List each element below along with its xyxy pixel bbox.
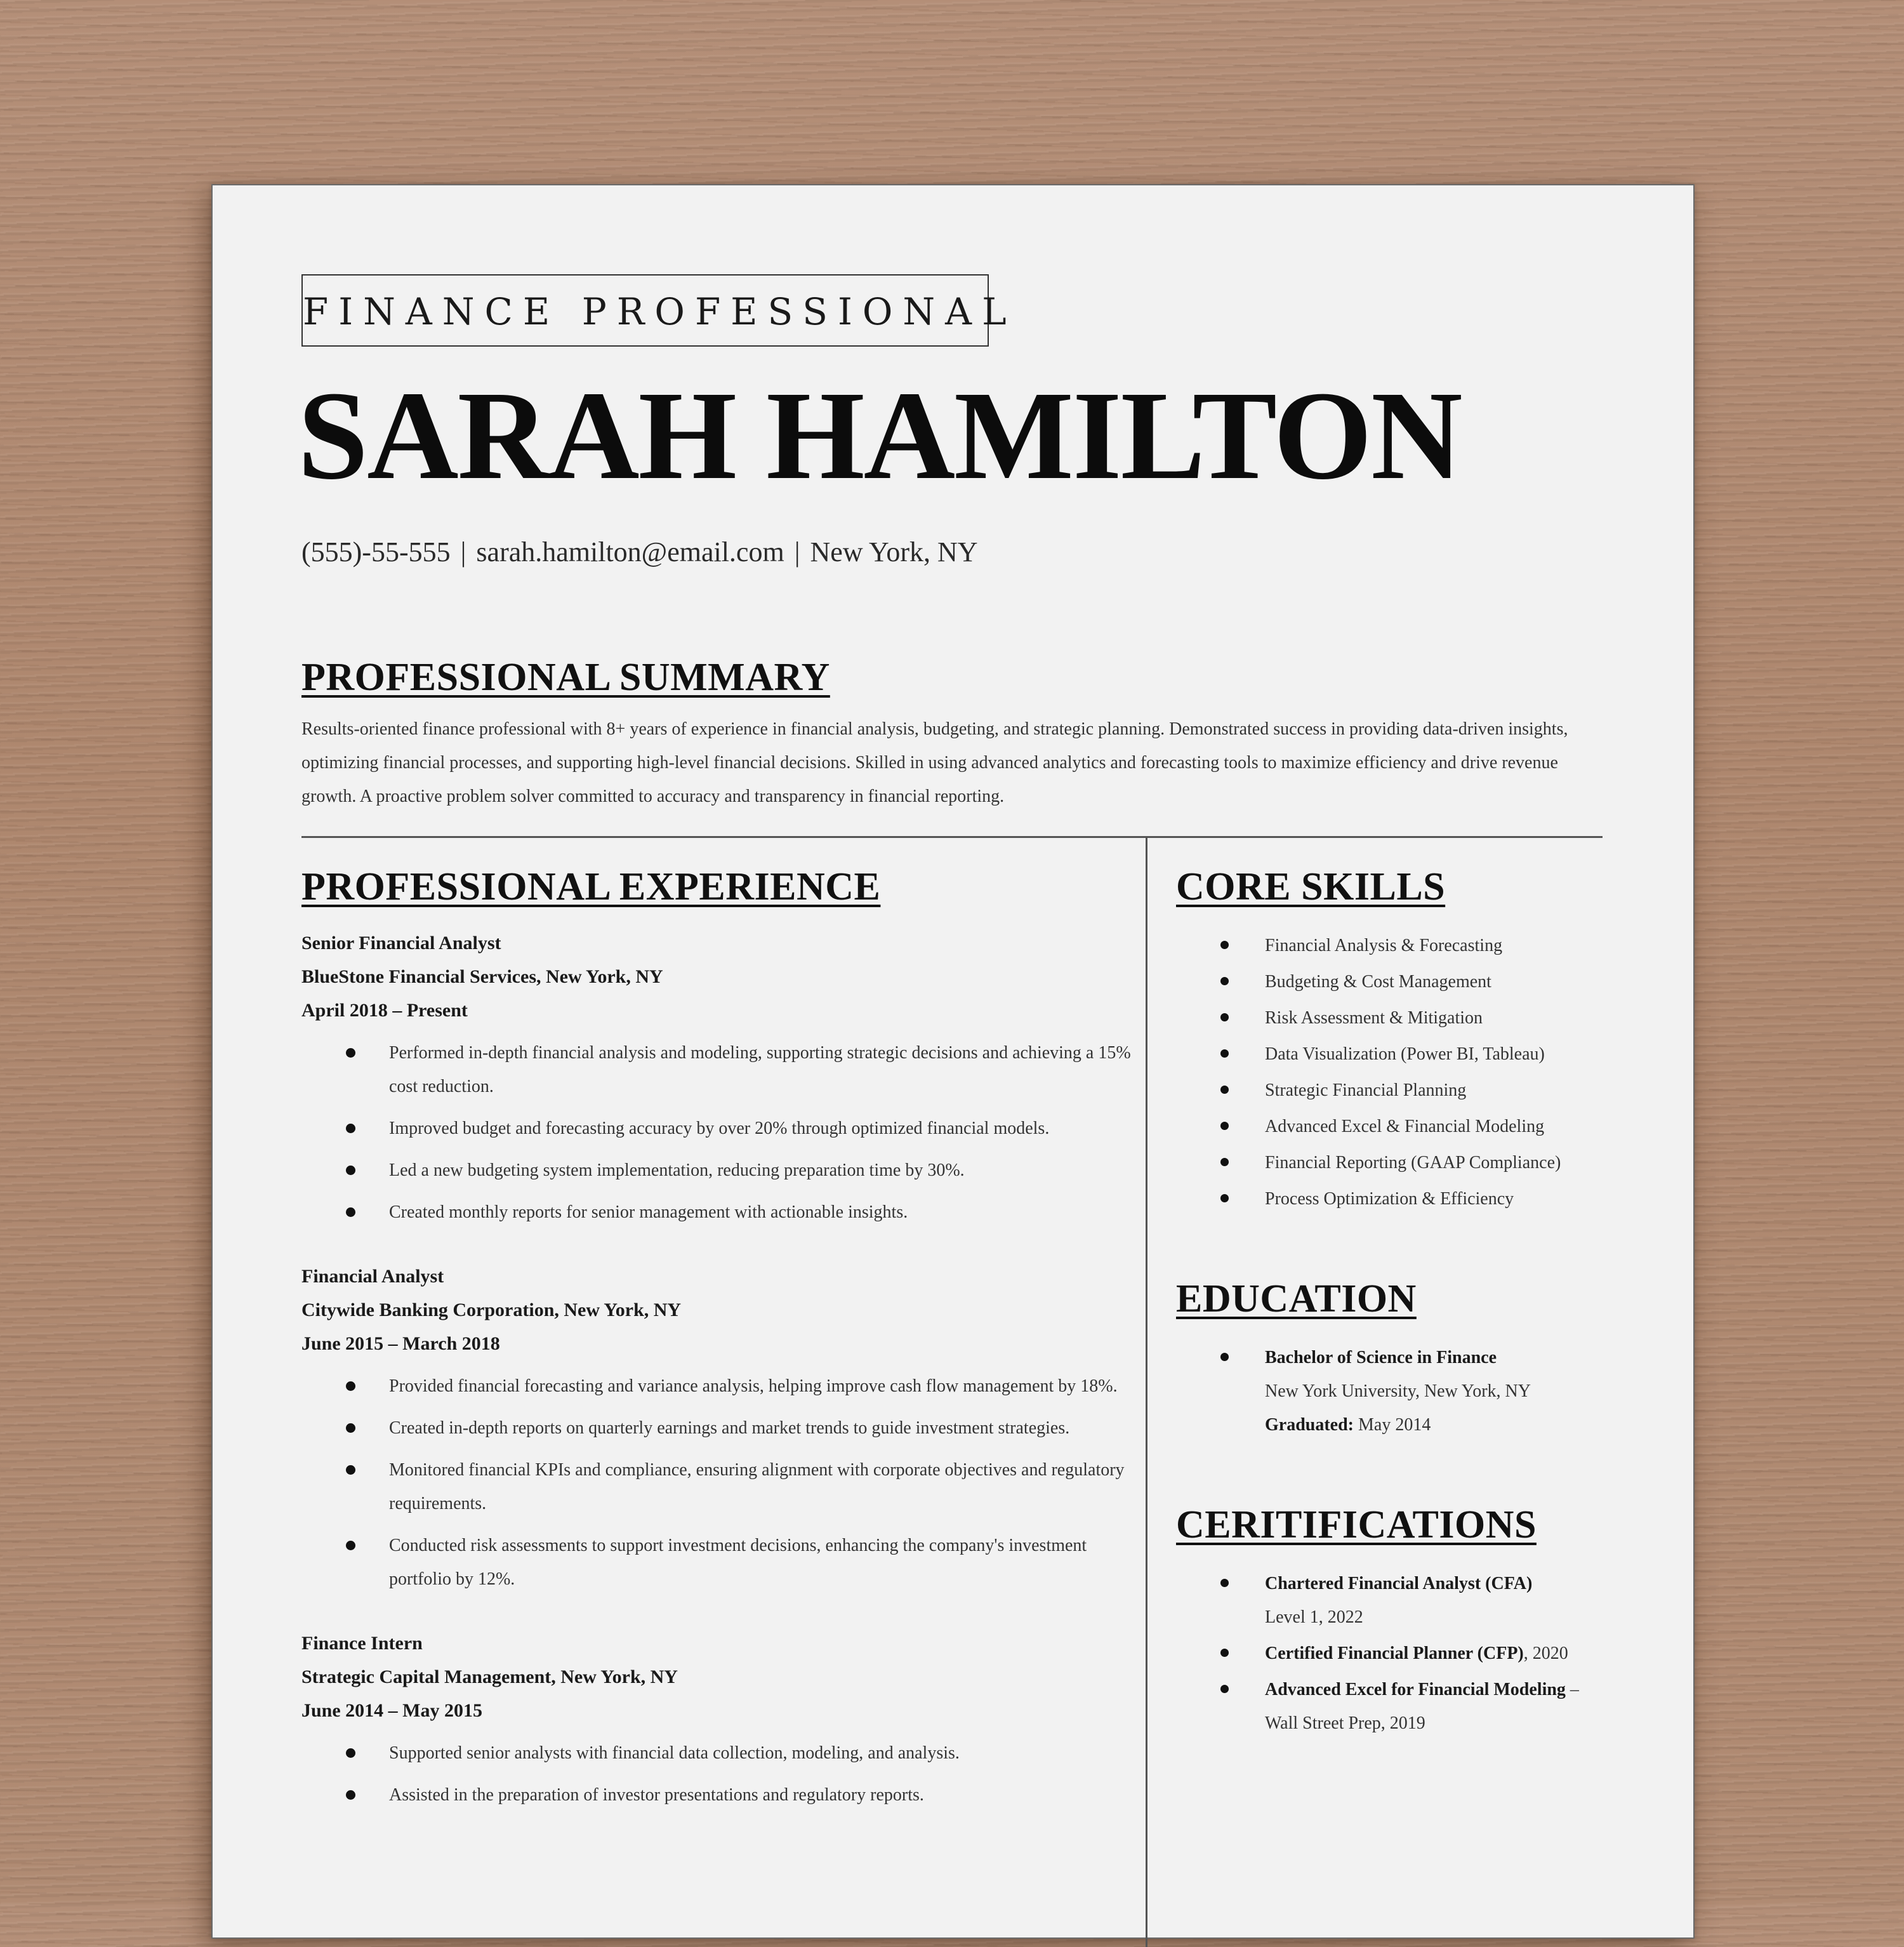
job-dates: June 2014 – May 2015 xyxy=(301,1700,482,1721)
bullet-icon xyxy=(346,1166,355,1175)
list-item: Chartered Financial Analyst (CFA) Level 1, 2022 xyxy=(1176,1567,1603,1634)
certifications-list xyxy=(1176,1567,1603,1740)
list-item: Monitored financial KPIs and compliance, ensuring alignment with corporate objectives and regulatory requirements. xyxy=(301,1453,1133,1520)
sidebar-column xyxy=(1176,865,1603,1743)
bullet-icon xyxy=(1220,1579,1229,1587)
list-item: Advanced Excel & Financial Modeling xyxy=(1176,1110,1603,1143)
horizontal-divider xyxy=(301,836,1603,838)
bullet-icon xyxy=(1220,1194,1229,1202)
list-item: Led a new budgeting system implementation, reducing preparation time by 30%. xyxy=(301,1153,1133,1187)
job-company: Citywide Banking Corporation, New York, NY xyxy=(301,1299,682,1320)
job-dates: June 2015 – March 2018 xyxy=(301,1333,500,1354)
school: New York University, New York, NY xyxy=(1265,1381,1531,1401)
bullet-icon xyxy=(346,1790,355,1800)
experience-heading: PROFESSIONAL EXPERIENCE xyxy=(301,865,881,908)
spacer xyxy=(1176,1218,1603,1277)
separator: | xyxy=(460,536,466,568)
bullet-icon xyxy=(346,1748,355,1758)
job-entry xyxy=(301,1626,1133,1812)
list-item: Financial Reporting (GAAP Compliance) xyxy=(1176,1146,1603,1179)
bullet-icon xyxy=(1220,1086,1229,1094)
bullet-icon xyxy=(1220,1122,1229,1130)
job-company: BlueStone Financial Services, New York, NY xyxy=(301,966,663,987)
job-company: Strategic Capital Management, New York, NY xyxy=(301,1666,678,1687)
role-title: FINANCE PROFESSIONAL xyxy=(301,274,989,347)
list-item: Created monthly reports for senior management with actionable insights. xyxy=(301,1195,1133,1229)
list-item: Financial Analysis & Forecasting xyxy=(1176,929,1603,962)
bullet-icon xyxy=(1220,1353,1229,1361)
job-entry xyxy=(301,926,1133,1229)
list-item: Created in-depth reports on quarterly earnings and market trends to guide investment strategies. xyxy=(301,1411,1133,1445)
list-item: Assisted in the preparation of investor presentations and regulatory reports. xyxy=(301,1778,1133,1812)
job-bullets xyxy=(301,1036,1133,1229)
graduation-date: May 2014 xyxy=(1358,1415,1431,1435)
resume-page xyxy=(211,184,1695,1939)
summary-heading: PROFESSIONAL SUMMARY xyxy=(301,656,830,699)
bullet-icon xyxy=(1220,1685,1229,1693)
graduated-label: Graduated: xyxy=(1265,1415,1354,1435)
list-item: Provided financial forecasting and variance analysis, helping improve cash flow management by 18%. xyxy=(301,1369,1133,1403)
list-item: Process Optimization & Efficiency xyxy=(1176,1182,1603,1216)
job-title: Finance Intern xyxy=(301,1633,423,1654)
list-item: Certified Financial Planner (CFP), 2020 xyxy=(1176,1637,1603,1670)
bullet-icon xyxy=(346,1541,355,1550)
column-divider xyxy=(1146,836,1147,1947)
summary-text: Results-oriented finance professional with 8+ years of experience in financial analysis, budgeting, and strategic planning. Demonstrated success in providing data-driven insights, optimizing financial processes, and supporting high-level financial decisions. Skilled in using advanced analytics and forecasting tools to maximize efficiency and drive revenue growth. A proactive problem solver committed to accuracy and transparency in financial reporting. xyxy=(301,719,1568,806)
candidate-name: SARAH HAMILTON xyxy=(298,366,1462,506)
phone: (555)-55-555 xyxy=(301,536,451,568)
bullet-icon xyxy=(1220,1013,1229,1021)
skills-list xyxy=(1176,929,1603,1216)
bullet-icon xyxy=(1220,1049,1229,1058)
experience-section xyxy=(301,865,1133,1842)
education-list xyxy=(1176,1341,1603,1442)
list-item: Advanced Excel for Financial Modeling – Wall Street Prep, 2019 xyxy=(1176,1673,1603,1740)
list-item: Conducted risk assessments to support investment decisions, enhancing the company's investment portfolio by 12%. xyxy=(301,1529,1133,1596)
job-title: Senior Financial Analyst xyxy=(301,933,501,954)
job-bullets xyxy=(301,1736,1133,1812)
bullet-icon xyxy=(1220,941,1229,949)
bullet-icon xyxy=(346,1381,355,1391)
bullet-icon xyxy=(346,1423,355,1433)
bullet-icon xyxy=(346,1207,355,1217)
job-entry xyxy=(301,1259,1133,1596)
separator: | xyxy=(794,536,800,568)
list-item: Improved budget and forecasting accuracy by over 20% through optimized financial models. xyxy=(301,1112,1133,1145)
list-item: Strategic Financial Planning xyxy=(1176,1073,1603,1107)
job-dates: April 2018 – Present xyxy=(301,1000,468,1021)
degree: Bachelor of Science in Finance xyxy=(1265,1348,1497,1367)
bullet-icon xyxy=(346,1465,355,1475)
email[interactable]: sarah.hamilton@email.com xyxy=(476,536,784,568)
bullet-icon xyxy=(346,1124,355,1133)
list-item: Budgeting & Cost Management xyxy=(1176,965,1603,999)
list-item: Risk Assessment & Mitigation xyxy=(1176,1001,1603,1035)
contact-line xyxy=(301,536,978,568)
spacer xyxy=(1176,1444,1603,1503)
education-heading: EDUCATION xyxy=(1176,1277,1417,1320)
list-item: Data Visualization (Power BI, Tableau) xyxy=(1176,1037,1603,1071)
skills-heading: CORE SKILLS xyxy=(1176,865,1446,908)
bullet-icon xyxy=(346,1048,355,1058)
list-item: Performed in-depth financial analysis and modeling, supporting strategic decisions and achieving a 15% cost reduction. xyxy=(301,1036,1133,1103)
bullet-icon xyxy=(1220,1158,1229,1166)
job-bullets xyxy=(301,1369,1133,1596)
job-title: Financial Analyst xyxy=(301,1266,444,1287)
list-item xyxy=(1176,1341,1603,1442)
certifications-heading: CERITIFICATIONS xyxy=(1176,1503,1537,1546)
list-item: Supported senior analysts with financial data collection, modeling, and analysis. xyxy=(301,1736,1133,1770)
bullet-icon xyxy=(1220,977,1229,985)
bullet-icon xyxy=(1220,1649,1229,1657)
location: New York, NY xyxy=(810,536,978,568)
